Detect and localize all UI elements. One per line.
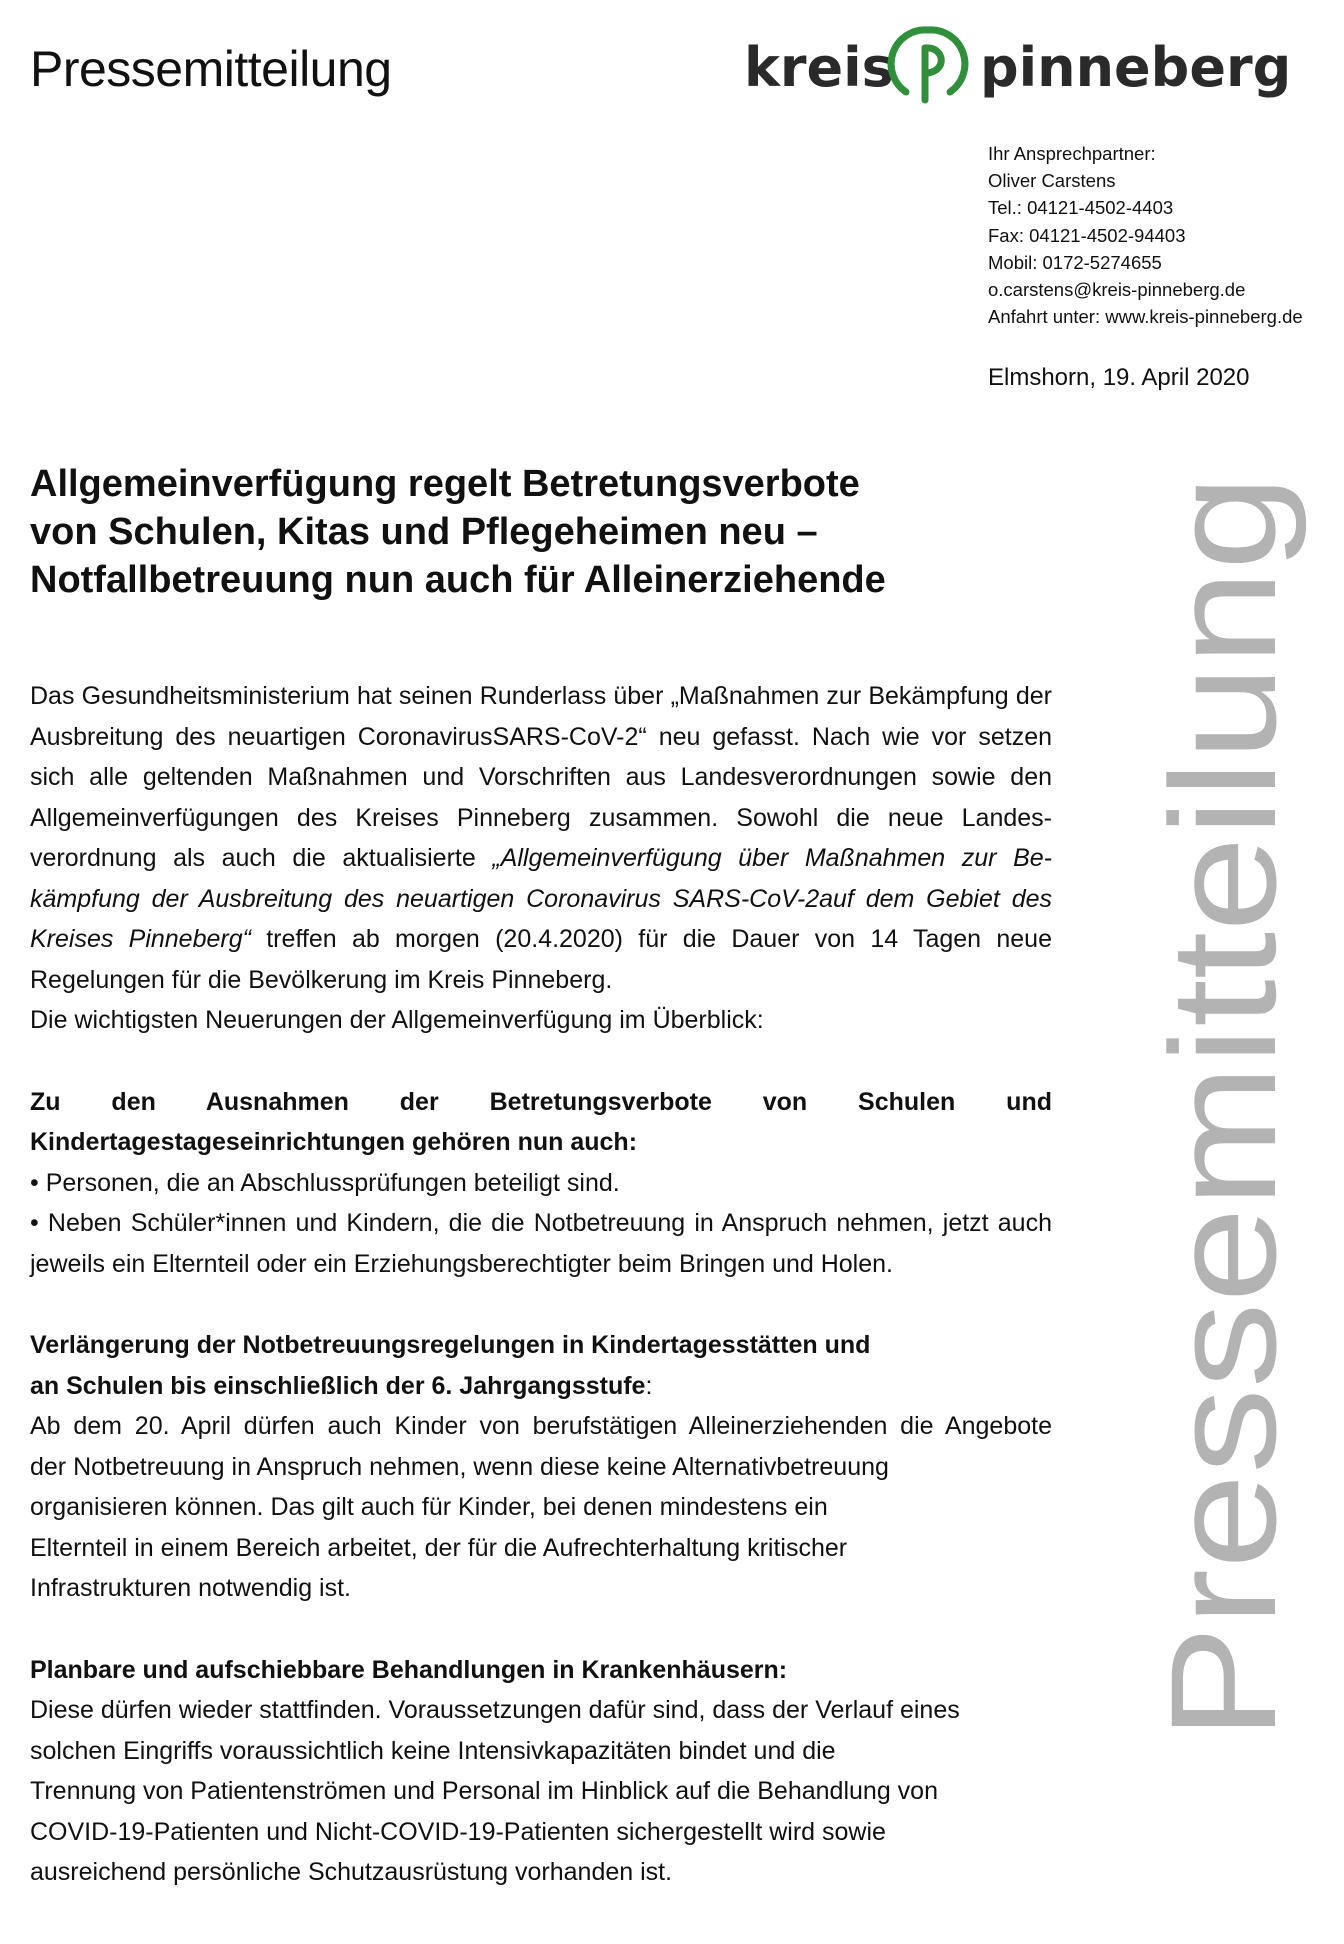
- body-line: COVID-19-Patienten und Nicht-COVID-19-Patienten sichergestellt wird sowie: [30, 1817, 886, 1846]
- section-heading-notbetreuung-2: an Schulen bis einschließlich der 6. Jahrgangsstufe:: [30, 1371, 653, 1400]
- overview-line: Die wichtigsten Neuerungen der Allgemeinverfügung im Überblick:: [30, 1006, 764, 1034]
- side-watermark-text: Pressemitteilung: [1139, 631, 1307, 1740]
- contact-fax: Fax: 04121-4502-94403: [988, 224, 1186, 246]
- logo-mark-icon: [882, 18, 974, 110]
- intro-paragraph: Das Gesundheitsministerium hat seinen Runderlass über „Maßnahmen zur Bekämpfung der Ausbreitung des neuartigen CoronavirusSARS-CoV-2“ neu gefasst. Nach wie vor setzen sich alle geltenden Maßnahmen und Vorschriften aus Landesverordnungen sowie den Allgemeinverfügungen des Kreises Pinneberg zusammen. Sowohl die neue Landes-verordnung als auch die aktualisierte „Allgemeinverfügung über Maßnahmen zur Be-kämpfung der Ausbreitung des neuartigen Coronavirus SARS-CoV-2auf dem Gebiet des Kreises Pinneberg“ treffen ab morgen (20.4.2020) für die Dauer von 14 Tagen neue Regelungen für die Bevölkerung im Kreis Pinneberg.: [30, 682, 1052, 994]
- body-line: Elternteil in einem Bereich arbeitet, der für die Aufrechterhaltung kritischer: [30, 1533, 848, 1562]
- body-line: der Notbetreuung in Anspruch nehmen, wenn diese keine Alternativbetreuung: [30, 1452, 889, 1481]
- document-type-label: Pressemitteilung: [30, 41, 392, 97]
- headline-line: Allgemeinverfügung regelt Betretungsverbote: [30, 463, 860, 505]
- body-line: Trennung von Patientenströmen und Personal im Hinblick auf die Behandlung von: [30, 1777, 938, 1805]
- contact-phone: Tel.: 04121-4502-4403: [988, 197, 1174, 219]
- logo-text-pinneberg: pinneberg: [980, 36, 1292, 99]
- body-line: ausreichend persönliche Schutzausrüstung vorhanden ist.: [30, 1858, 673, 1886]
- bullet-item: • Neben Schüler*innen und Kindern, die die Notbetreuung in Anspruch nehmen, jetzt auch jeweils ein Elternteil oder ein Erziehungsberechtigter beim Bringen und Holen.: [30, 1209, 1052, 1278]
- kreis-pinneberg-logo: [744, 16, 1292, 116]
- contact-email: o.carstens@kreis-pinneberg.de: [988, 279, 1246, 301]
- body-line: Infrastrukturen notwendig ist.: [30, 1574, 351, 1602]
- headline: [30, 460, 1030, 604]
- side-watermark: [1080, 475, 1320, 1745]
- contact-directions: Anfahrt unter: www.kreis-pinneberg.de: [988, 306, 1303, 328]
- logo-text-kreis: kreis: [744, 36, 894, 99]
- contact-name: Oliver Carstens: [988, 170, 1116, 192]
- body-line: Diese dürfen wieder stattfinden. Voraussetzungen dafür sind, dass der Verlauf eines: [30, 1696, 960, 1724]
- place-date: Elmshorn, 19. April 2020: [988, 364, 1250, 391]
- contact-block: [988, 140, 1303, 330]
- headline-line: von Schulen, Kitas und Pflegeheimen neu –: [30, 511, 818, 553]
- headline-line: Notfallbetreuung nun auch für Alleinerziehende: [30, 559, 886, 601]
- bullet-item: • Personen, die an Abschlussprüfungen beteiligt sind.: [30, 1168, 620, 1197]
- contact-heading: Ihr Ansprechpartner:: [988, 143, 1156, 164]
- ordinance-title: „Allgemeinverfügung über Maßnahmen zur Be-kämpfung der Ausbreitung des neuartigen Coronavirus SARS-CoV-2auf dem Gebiet des Kreises Pinneberg“: [30, 844, 1052, 953]
- body-line: Ab dem 20. April dürfen auch Kinder von berufstätigen Alleinerziehenden die Angebote: [30, 1412, 1052, 1440]
- contact-mobile: Mobil: 0172-5274655: [988, 251, 1162, 273]
- section-heading-krankenhaus: Planbare und aufschiebbare Behandlungen in Krankenhäusern:: [30, 1655, 788, 1684]
- article-body: [30, 676, 1052, 1893]
- section-heading-notbetreuung: Verlängerung der Notbetreuungsregelungen in Kindertagesstätten und: [30, 1331, 871, 1359]
- body-line: organisieren können. Das gilt auch für Kinder, bei denen mindestens ein: [30, 1493, 828, 1521]
- section-heading-exceptions: Zu den Ausnahmen der Betretungsverbote von Schulen und Kindertagestageseinrichtungen gehören nun auch:: [30, 1087, 1052, 1156]
- body-line: solchen Eingriffs voraussichtlich keine Intensivkapazitäten bindet und die: [30, 1736, 836, 1765]
